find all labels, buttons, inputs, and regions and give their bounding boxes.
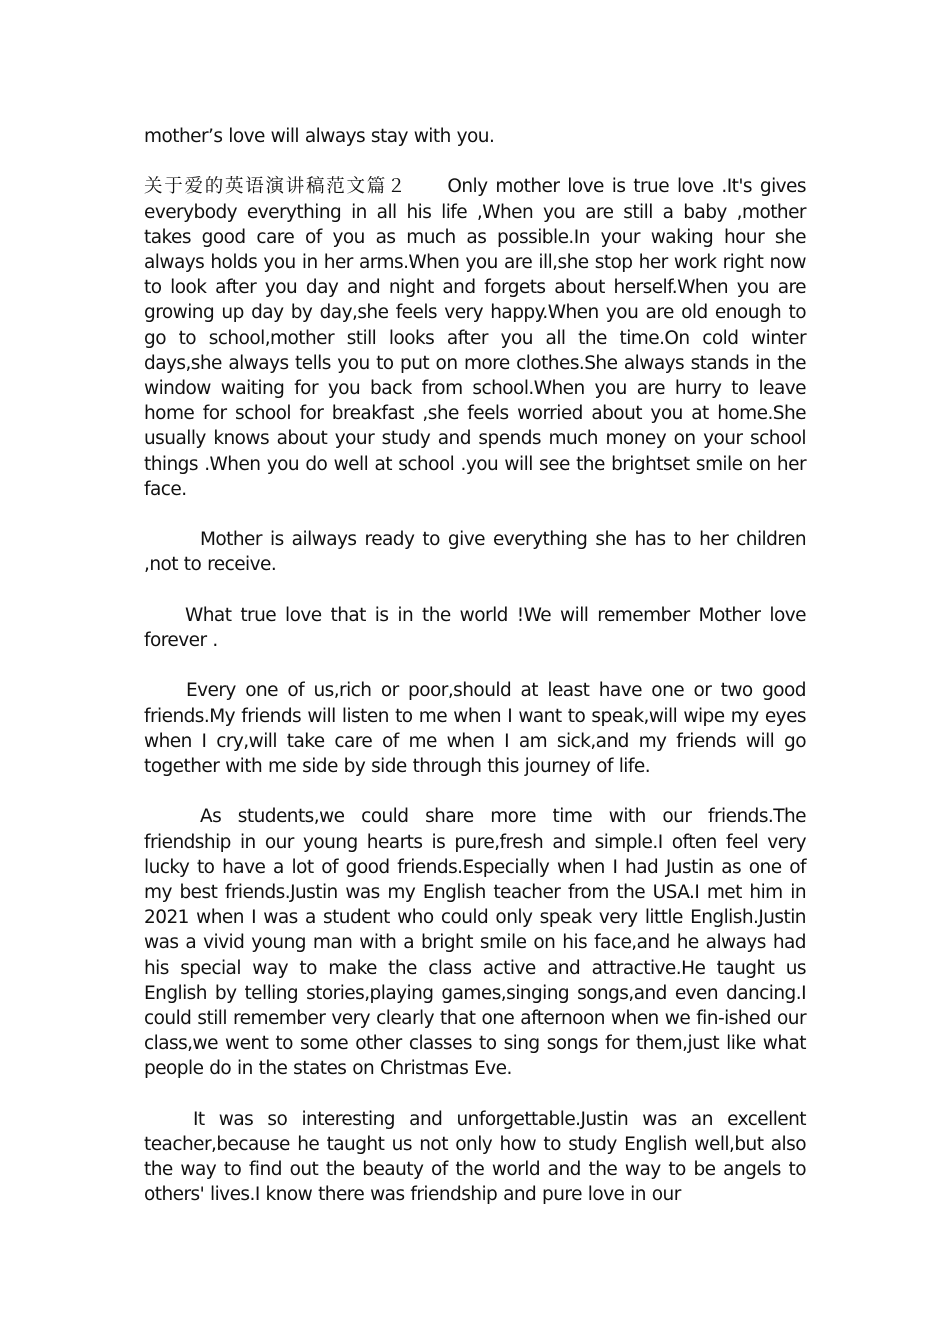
paragraph-justin: As students,we could share more time with our friends.The friendship in our young hearts is pure,fresh and simple.I often feel very lucky to have a lot of good friends.Especially when I had Justin as one of my best friends.Justin was my English teacher from the USA.I met him in 2021 when I was a student who could only speak very little English.Justin was a vivid young man with a bright smile on his face,and he always had his special way to make the class active and attractive.He taught us English by telling stories,playing games,singing songs,and even dancing.I could still remember very clearly that one afternoon when we fin-ished our class,we went to some other classes to sing songs for them,just like what people do in the states on Christmas Eve. (144, 806, 806, 1080)
section-heading: 关于爱的英语演讲稿范文篇２ (144, 176, 408, 198)
paragraph-mother-ready: Mother is ailways ready to give everything she has to her children ,not to receive. (144, 529, 806, 576)
paragraph-true-love: What true love that is in the world !We will remember Mother love forever . (144, 604, 806, 652)
paragraph-section-2-text: Only mother love is true love .It's gives everybody everything in all his life ,When you are still a baby ,mother takes good care of you as much as possible.In your waking hour she always holds you in her arms.When you are ill,she stop her work right now to look after you day and night and forgets about herself.When you are growing up day by day,she feels very happy.When you are old enough to go to school,mother still looks after you all the time.On cold winter days,she always tells you to put on more clothes.She always stands in the window waiting for you back from school.When you are hurry to leave home for school for breakfast ,she feels worried about you at home.She usually knows about your study and spends much money on your school things .When you do well at school .you will see the brightset smile on her face. (144, 176, 806, 500)
paragraph-section-2 (144, 174, 806, 502)
document-body (144, 124, 806, 1233)
paragraph-continuation: mother’s love will always stay with you. (144, 126, 495, 147)
paragraph-good-friends: Every one of us,rich or poor,should at least have one or two good friends.My friends will listen to me when I want to speak,will wipe my eyes when I cry,will take care of me when I am sick,and my friends will go together with me side by side through this journey of life. (144, 680, 806, 778)
paragraph-unforgettable: It was so interesting and unforgettable.Justin was an excellent teacher,because he taught us not only how to study English well,but also the way to find out the beauty of the world and the way to be angels to others' lives.I know there was friendship and pure love in our (144, 1108, 806, 1206)
